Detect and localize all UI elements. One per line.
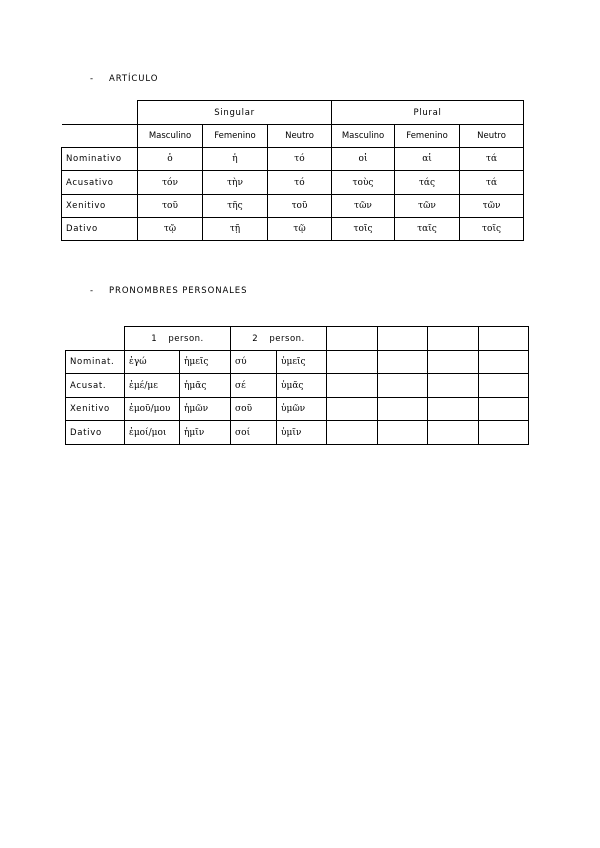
person-header-second: 2 person. — [231, 327, 327, 351]
empty-cell — [479, 374, 529, 398]
gender-header: Neutro — [268, 125, 332, 148]
article-form: τῷ — [138, 217, 203, 240]
article-form: τοῦ — [268, 194, 332, 217]
heading-dash: - — [90, 286, 94, 296]
article-form: τό — [268, 148, 332, 171]
empty-cell — [378, 374, 428, 398]
gender-header: Femenino — [203, 125, 268, 148]
article-form: οἱ — [332, 148, 395, 171]
table-row — [66, 421, 529, 445]
empty-cell — [327, 421, 378, 445]
case-label: Acusat. — [66, 374, 125, 398]
gender-header: Masculino — [332, 125, 395, 148]
pronombres-heading — [90, 286, 247, 296]
article-form: τῆς — [203, 194, 268, 217]
empty-cell — [479, 421, 529, 445]
case-label: Nominat. — [66, 351, 125, 374]
table-row — [62, 171, 524, 194]
table-row — [66, 351, 529, 374]
gender-header: Masculino — [138, 125, 203, 148]
pronoun-form: ἐμοῦ/μου — [125, 398, 180, 421]
table-row — [62, 148, 524, 171]
pronoun-form: ἐμέ/με — [125, 374, 180, 398]
gender-header: Femenino — [395, 125, 460, 148]
table-row — [66, 398, 529, 421]
pronoun-form: ἐμοί/μοι — [125, 421, 180, 445]
case-label: Dativo — [62, 217, 138, 240]
heading-dash: - — [90, 74, 94, 84]
pronombres-table — [65, 326, 529, 445]
pronoun-form: σύ — [231, 351, 277, 374]
article-form: τοῦ — [138, 194, 203, 217]
pronoun-form: ὑμᾶς — [277, 374, 327, 398]
pronoun-form: σοί — [231, 421, 277, 445]
article-form: τῶν — [460, 194, 524, 217]
empty-cell — [479, 398, 529, 421]
empty-cell — [428, 398, 479, 421]
article-form: αἱ — [395, 148, 460, 171]
article-form: τοῖς — [332, 217, 395, 240]
table-row — [62, 194, 524, 217]
group-header-singular: Singular — [138, 101, 332, 125]
pronoun-form: ἐγώ — [125, 351, 180, 374]
article-form: τὴν — [203, 171, 268, 194]
article-form: ἡ — [203, 148, 268, 171]
case-label: Dativo — [66, 421, 125, 445]
group-header-plural: Plural — [332, 101, 524, 125]
case-label: Acusativo — [62, 171, 138, 194]
article-form: τῷ — [268, 217, 332, 240]
empty-cell — [428, 421, 479, 445]
pronoun-form: ἡμεῖς — [180, 351, 231, 374]
empty-cell — [378, 398, 428, 421]
corner-cell — [62, 125, 138, 148]
corner-cell — [66, 327, 125, 351]
empty-cell — [327, 398, 378, 421]
article-form: ταῖς — [395, 217, 460, 240]
articulo-heading — [90, 74, 158, 84]
empty-cell — [479, 327, 529, 351]
article-form: τοῖς — [460, 217, 524, 240]
article-form: τάς — [395, 171, 460, 194]
articulo-table — [61, 100, 524, 241]
pronoun-form: σέ — [231, 374, 277, 398]
articulo-heading-text: ARTÍCULO — [109, 74, 159, 84]
article-form: τό — [268, 171, 332, 194]
empty-cell — [378, 421, 428, 445]
corner-cell — [62, 101, 138, 125]
article-form: ὁ — [138, 148, 203, 171]
empty-cell — [428, 374, 479, 398]
articulo-group-row — [62, 101, 524, 125]
empty-cell — [428, 327, 479, 351]
person-header-first: 1 person. — [125, 327, 231, 351]
pronoun-form: ὑμῖν — [277, 421, 327, 445]
articulo-gender-row — [62, 125, 524, 148]
empty-cell — [378, 351, 428, 374]
table-row — [66, 374, 529, 398]
pronombres-header-row — [66, 327, 529, 351]
article-form: τῶν — [395, 194, 460, 217]
pronoun-form: ἡμῶν — [180, 398, 231, 421]
pronoun-form: ὑμῶν — [277, 398, 327, 421]
empty-cell — [479, 351, 529, 374]
table-row — [62, 217, 524, 240]
pronombres-heading-text: PRONOMBRES PERSONALES — [109, 286, 248, 296]
empty-cell — [378, 327, 428, 351]
case-label: Xenitivo — [66, 398, 125, 421]
case-label: Nominativo — [62, 148, 138, 171]
pronoun-form: ὑμεῖς — [277, 351, 327, 374]
article-form: τῇ — [203, 217, 268, 240]
article-form: τά — [460, 171, 524, 194]
pronoun-form: ἡμᾶς — [180, 374, 231, 398]
article-form: τῶν — [332, 194, 395, 217]
article-form: τόν — [138, 171, 203, 194]
article-form: τά — [460, 148, 524, 171]
article-form: τοὺς — [332, 171, 395, 194]
pronoun-form: σοῦ — [231, 398, 277, 421]
pronoun-form: ἡμῖν — [180, 421, 231, 445]
empty-cell — [327, 374, 378, 398]
empty-cell — [428, 351, 479, 374]
case-label: Xenitivo — [62, 194, 138, 217]
empty-cell — [327, 351, 378, 374]
gender-header: Neutro — [460, 125, 524, 148]
empty-cell — [327, 327, 378, 351]
